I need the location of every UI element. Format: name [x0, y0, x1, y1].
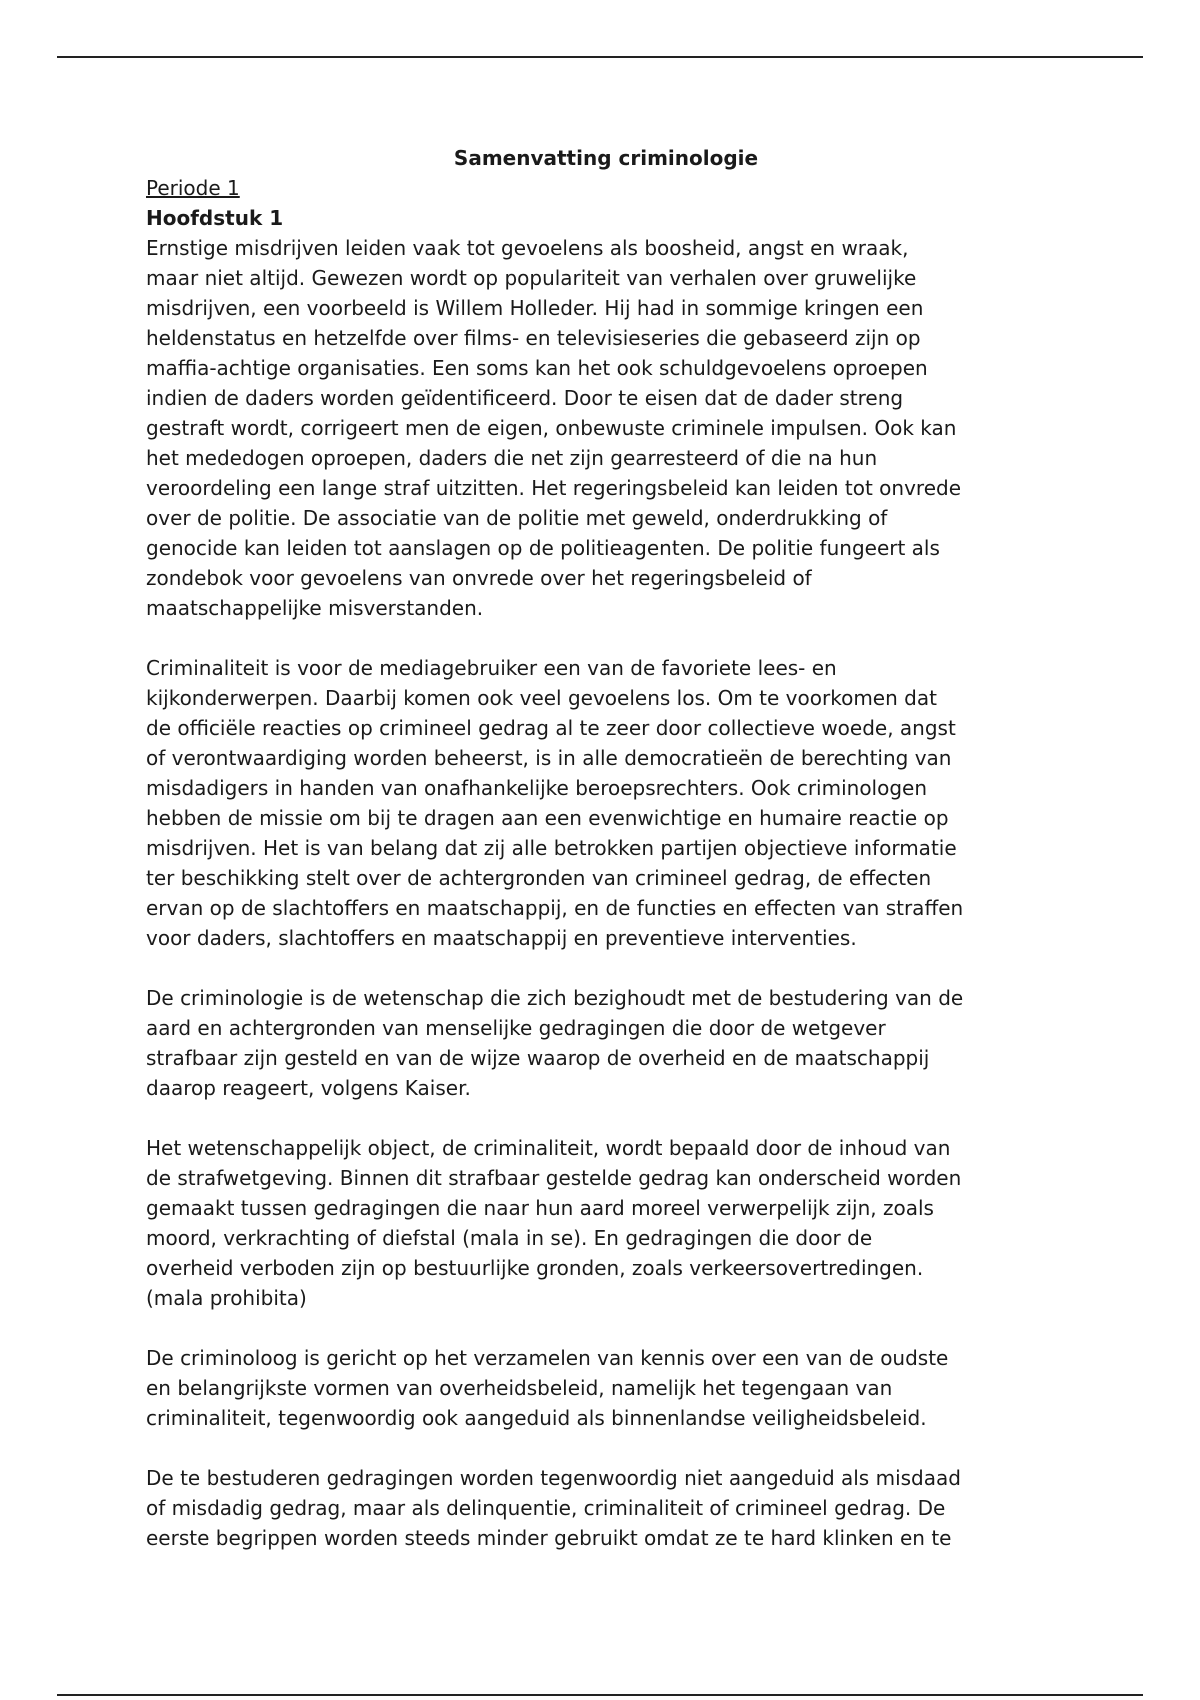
paragraph-line: gestraft wordt, corrigeert men de eigen, onbewuste criminele impulsen. Ook kan: [146, 416, 957, 440]
paragraph-line: criminaliteit, tegenwoordig ook aangeduid als binnenlandse veiligheidsbeleid.: [146, 1406, 927, 1430]
paragraph-line: hebben de missie om bij te dragen aan een evenwichtige en humaire reactie op: [146, 806, 949, 830]
document-title: Samenvatting criminologie: [453, 146, 759, 170]
paragraph-line: De te bestuderen gedragingen worden tegenwoordig niet aangeduid als misdaad: [146, 1466, 961, 1490]
paragraph-line: veroordeling een lange straf uitzitten. Het regeringsbeleid kan leiden tot onvrede: [146, 476, 961, 500]
paragraph-line: De criminoloog is gericht op het verzamelen van kennis over een van de oudste: [146, 1346, 949, 1370]
header-rule: [57, 56, 1143, 58]
paragraph-line: (mala prohibita): [146, 1286, 307, 1310]
paragraph-line: indien de daders worden geïdentificeerd. Door te eisen dat de dader streng: [146, 386, 904, 410]
paragraph-line: heldenstatus en hetzelfde over films- en televisieseries die gebaseerd zijn op: [146, 326, 921, 350]
paragraph-line: misdrijven. Het is van belang dat zij alle betrokken partijen objectieve informatie: [146, 836, 957, 860]
paragraph-line: de officiële reacties op crimineel gedrag al te zeer door collectieve woede, angst: [146, 716, 956, 740]
paragraph-line: aard en achtergronden van menselijke gedragingen die door de wetgever: [146, 1016, 886, 1040]
body-paragraph: [146, 1343, 1066, 1433]
paragraph-line: het mededogen oproepen, daders die net zijn gearresteerd of die na hun: [146, 446, 878, 470]
paragraph-line: kijkonderwerpen. Daarbij komen ook veel gevoelens los. Om te voorkomen dat: [146, 686, 937, 710]
paragraph-line: ter beschikking stelt over de achtergronden van crimineel gedrag, de effecten: [146, 866, 932, 890]
body-paragraph: [146, 233, 1066, 623]
paragraph-line: moord, verkrachting of diefstal (mala in se). En gedragingen die door de: [146, 1226, 873, 1250]
paragraph-line: en belangrijkste vormen van overheidsbeleid, namelijk het tegengaan van: [146, 1376, 893, 1400]
footer-rule: [57, 1694, 1143, 1696]
paragraph-line: over de politie. De associatie van de politie met geweld, onderdrukking of: [146, 506, 888, 530]
paragraph-line: Het wetenschappelijk object, de criminaliteit, wordt bepaald door de inhoud van: [146, 1136, 951, 1160]
paragraph-line: maatschappelijke misverstanden.: [146, 596, 484, 620]
paragraph-line: genocide kan leiden tot aanslagen op de politieagenten. De politie fungeert als: [146, 536, 940, 560]
period-label: Periode 1: [146, 176, 240, 200]
paragraph-line: gemaakt tussen gedragingen die naar hun aard moreel verwerpelijk zijn, zoals: [146, 1196, 934, 1220]
paragraph-line: misdadigers in handen van onafhankelijke beroepsrechters. Ook criminologen: [146, 776, 928, 800]
paragraph-line: eerste begrippen worden steeds minder gebruikt omdat ze te hard klinken en te: [146, 1526, 952, 1550]
paragraph-line: zondebok voor gevoelens van onvrede over het regeringsbeleid of: [146, 566, 812, 590]
paragraph-line: of verontwaardiging worden beheerst, is in alle democratieën de berechting van: [146, 746, 952, 770]
paragraph-line: De criminologie is de wetenschap die zich bezighoudt met de bestudering van de: [146, 986, 964, 1010]
paragraph-list: [146, 233, 1066, 1553]
paragraph-line: overheid verboden zijn op bestuurlijke gronden, zoals verkeersovertredingen.: [146, 1256, 924, 1280]
paragraph-line: de strafwetgeving. Binnen dit strafbaar gestelde gedrag kan onderscheid worden: [146, 1166, 962, 1190]
body-paragraph: [146, 983, 1066, 1103]
paragraph-line: of misdadig gedrag, maar als delinquentie, criminaliteit of crimineel gedrag. De: [146, 1496, 946, 1520]
body-paragraph: [146, 653, 1066, 953]
body-paragraph: [146, 1133, 1066, 1313]
paragraph-line: ervan op de slachtoffers en maatschappij, en de functies en effecten van straffen: [146, 896, 964, 920]
body-paragraph: [146, 1463, 1066, 1553]
paragraph-line: voor daders, slachtoffers en maatschappij en preventieve interventies.: [146, 926, 857, 950]
paragraph-line: Ernstige misdrijven leiden vaak tot gevoelens als boosheid, angst en wraak,: [146, 236, 909, 260]
chapter-heading: Hoofdstuk 1: [146, 206, 284, 230]
document-body: [146, 143, 1066, 1583]
paragraph-line: Criminaliteit is voor de mediagebruiker een van de favoriete lees- en: [146, 656, 837, 680]
paragraph-line: misdrijven, een voorbeeld is Willem Holleder. Hij had in sommige kringen een: [146, 296, 924, 320]
paragraph-line: daarop reageert, volgens Kaiser.: [146, 1076, 471, 1100]
paragraph-line: maffia-achtige organisaties. Een soms kan het ook schuldgevoelens oproepen: [146, 356, 928, 380]
paragraph-line: strafbaar zijn gesteld en van de wijze waarop de overheid en de maatschappij: [146, 1046, 930, 1070]
paragraph-line: maar niet altijd. Gewezen wordt op populariteit van verhalen over gruwelijke: [146, 266, 917, 290]
